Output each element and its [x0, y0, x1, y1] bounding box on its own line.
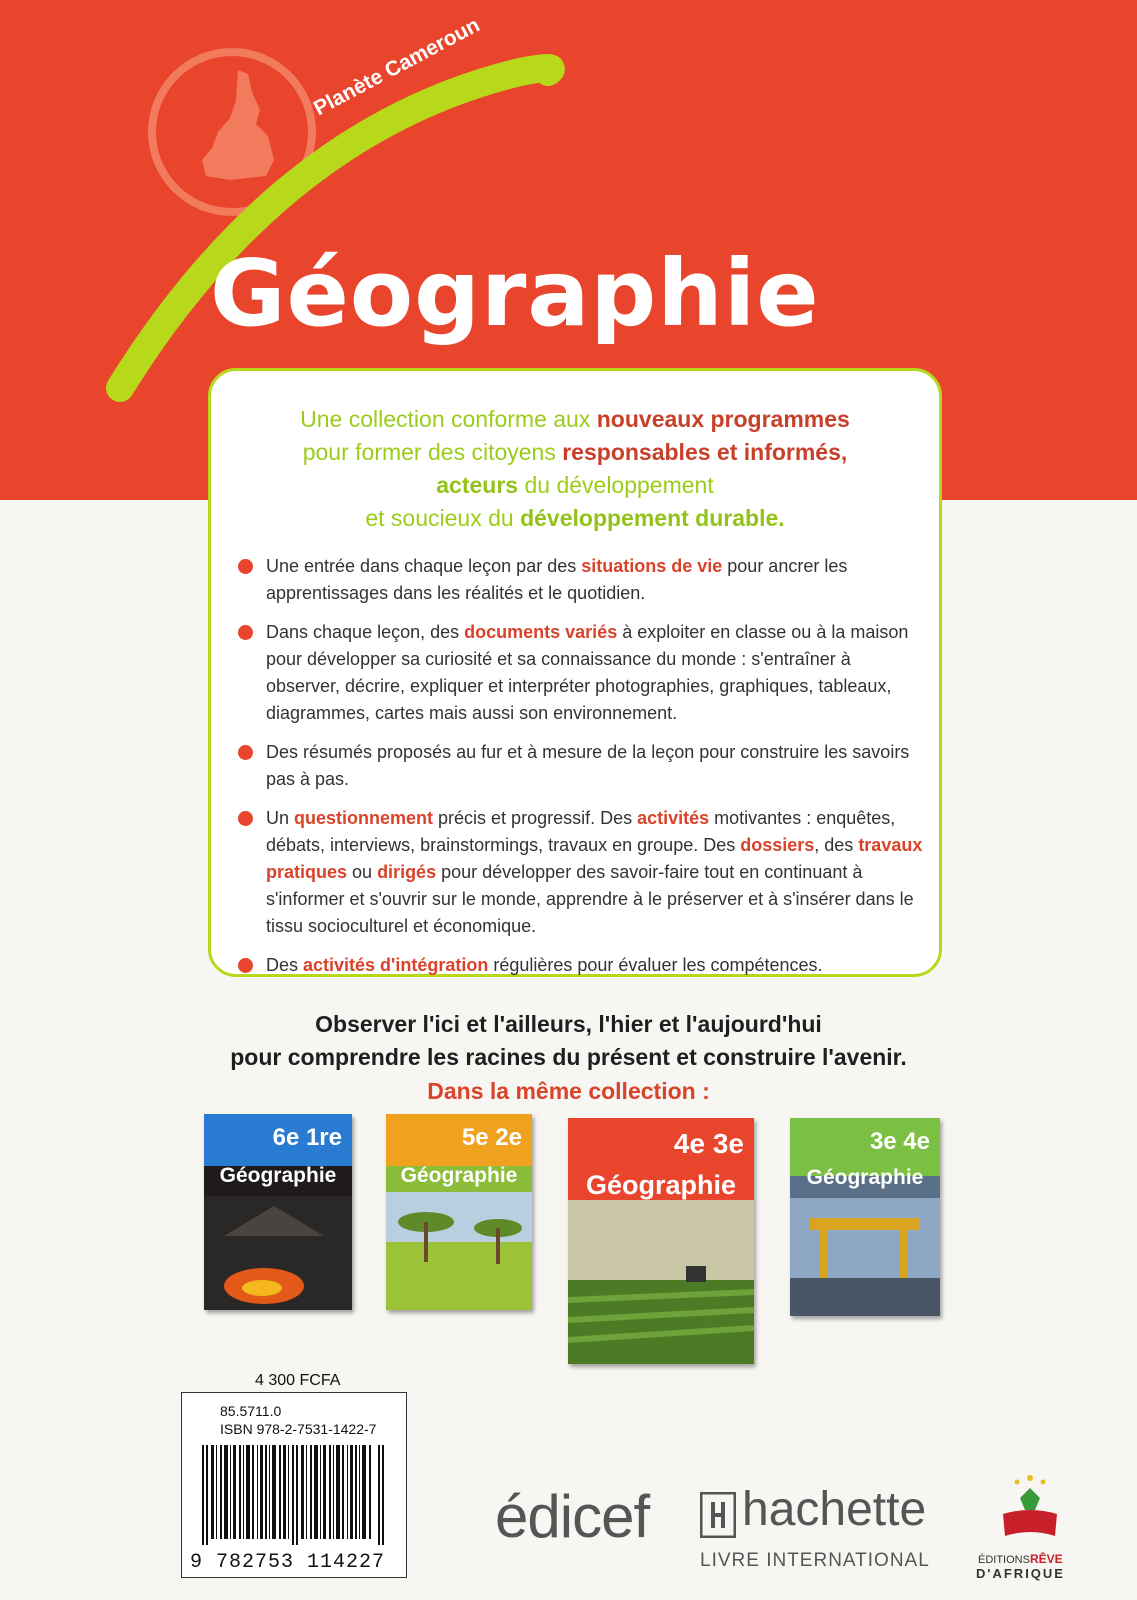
barcode-box — [181, 1392, 407, 1578]
reve-afrique-line2: D'AFRIQUE — [976, 1566, 1065, 1581]
cover-title: Géographie — [585, 1170, 737, 1200]
description-panel — [208, 368, 942, 977]
cover-thumbnail — [386, 1114, 532, 1310]
cover-thumbnail — [568, 1118, 754, 1364]
item-text: Des — [266, 955, 304, 975]
bullet-icon — [238, 625, 253, 640]
reve-afrique-line1 — [978, 1552, 1063, 1566]
cover-photo — [790, 1198, 940, 1316]
intro-highlight: nouveaux programmes — [596, 406, 850, 432]
list-item — [236, 952, 926, 979]
intro-highlight: responsables et informés, — [562, 439, 848, 465]
item-text: , des — [814, 835, 859, 855]
collection-heading: Dans la même collection : — [427, 1078, 710, 1104]
item-highlight: situations de vie — [581, 556, 723, 576]
item-highlight: questionnement — [294, 808, 434, 828]
item-text: à exploiter en classe ou à la maison pour développer sa curiosité et sa connaissance du monde : s'entraîner à observer, décrire, expliquer et interpréter photographies, graphiques, tableaux, diagrammes, cartes mais aussi son environnement. — [266, 622, 909, 723]
list-item — [236, 739, 926, 793]
item-text: Une entrée dans chaque leçon par des — [266, 556, 582, 576]
intro-highlight: développement durable. — [520, 505, 785, 531]
cover-level: 3e 4e — [869, 1128, 930, 1155]
tagline — [0, 1008, 1137, 1074]
item-text: Un — [266, 808, 295, 828]
tagline-line: Observer l'ici et l'ailleurs, l'hier et l'aujourd'hui — [315, 1011, 822, 1037]
bullet-icon — [238, 745, 253, 760]
cover-thumbnail — [790, 1118, 940, 1316]
hachette-sub: LIVRE INTERNATIONAL — [700, 1550, 930, 1571]
item-highlight: travaux pratiques — [266, 835, 923, 882]
cover-level: 4e 3e — [673, 1128, 744, 1159]
item-text: Dans chaque leçon, des — [266, 622, 465, 642]
edicef-logo: édicef — [495, 1483, 650, 1550]
list-item — [236, 619, 926, 727]
bullet-icon — [238, 958, 253, 973]
item-highlight: activités — [637, 808, 710, 828]
item-text: précis et progressif. Des — [433, 808, 638, 828]
item-text: motivantes : enquêtes, débats, interviews, brainstormings, travaux en groupe. Des — [266, 808, 896, 855]
page-title: Géographie — [210, 240, 820, 347]
cover-title: Géographie — [806, 1166, 924, 1189]
feature-list — [236, 553, 926, 991]
reve-afrique-part: RÊVE — [1029, 1552, 1063, 1566]
product-code: 85.5711.0 — [220, 1403, 282, 1419]
bullet-icon — [238, 559, 253, 574]
cover-title: Géographie — [400, 1164, 518, 1187]
hachette-logo: hachette — [742, 1483, 927, 1536]
isbn: ISBN 978-2-7531-1422-7 — [220, 1421, 377, 1437]
barcode-icon — [202, 1445, 388, 1545]
reve-afrique-icon — [995, 1470, 1065, 1550]
cover-level: 5e 2e — [461, 1124, 522, 1151]
item-highlight: activités d'intégration — [303, 955, 489, 975]
cover-level: 6e 1re — [272, 1124, 342, 1151]
item-text: Des résumés proposés au fur et à mesure de la leçon pour construire les savoirs pas à pas. — [266, 742, 910, 789]
intro-text-part: du développement — [518, 472, 714, 498]
intro-text-part: et soucieux du — [365, 505, 521, 531]
item-text: pour ancrer les apprentissages dans les réalités et le quotidien. — [266, 556, 848, 603]
tagline-line: pour comprendre les racines du présent et construire l'avenir. — [230, 1044, 907, 1070]
item-highlight: dossiers — [740, 835, 815, 855]
item-highlight: dirigés — [377, 862, 437, 882]
bullet-icon — [238, 811, 253, 826]
list-item — [236, 805, 926, 940]
price: 4 300 FCFA — [255, 1372, 341, 1389]
cover-photo — [386, 1192, 532, 1310]
cover-title: Géographie — [219, 1164, 337, 1187]
item-text: régulières pour évaluer les compétences. — [488, 955, 823, 975]
cover-thumbnail — [204, 1114, 352, 1310]
series-label: Planète Cameroun — [310, 13, 484, 121]
intro-highlight: acteurs — [436, 472, 519, 498]
cover-photo — [204, 1196, 352, 1310]
reve-afrique-part: ÉDITIONS — [978, 1554, 1030, 1566]
intro-text-part: pour former des citoyens — [302, 439, 563, 465]
item-highlight: documents variés — [464, 622, 618, 642]
cover-photo — [568, 1200, 754, 1364]
ean-number: 9 782753 114227 — [190, 1551, 386, 1574]
intro-text-part: Une collection conforme aux — [300, 406, 597, 432]
intro-text — [211, 403, 939, 535]
list-item — [236, 553, 926, 607]
item-text: ou — [347, 862, 378, 882]
item-text: pour développer des savoir-faire tout en continuant à s'informer et s'ouvrir sur le monde, apprendre à le préserver et à s'insérer dans le tissu socioculturel et économique. — [266, 862, 914, 936]
hachette-icon — [700, 1492, 736, 1538]
